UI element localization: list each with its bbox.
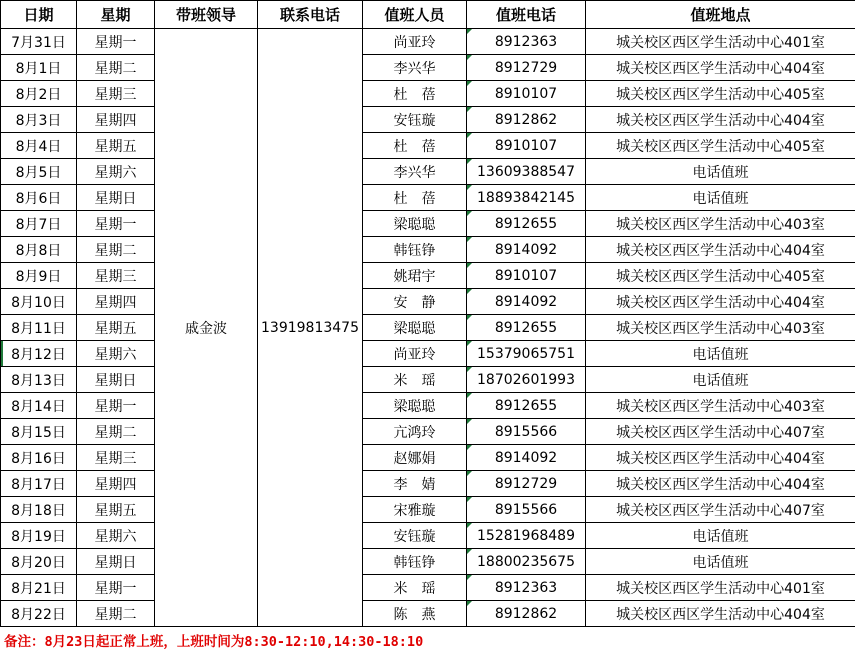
table-row <box>1 211 855 237</box>
weekday-cell[interactable]: 星期三 <box>77 263 155 289</box>
location-cell[interactable]: 城关校区西区学生活动中心404室 <box>586 445 855 471</box>
weekday-cell[interactable]: 星期二 <box>77 601 155 627</box>
weekday-cell[interactable]: 星期二 <box>77 55 155 81</box>
weekday-cell[interactable]: 星期日 <box>77 549 155 575</box>
table-row <box>1 315 855 341</box>
date-cell[interactable]: 8月13日 <box>1 367 77 393</box>
date-cell[interactable]: 8月7日 <box>1 211 77 237</box>
staff-cell[interactable]: 米 瑶 <box>363 367 467 393</box>
staff-cell[interactable]: 梁聪聪 <box>363 393 467 419</box>
staff-cell[interactable]: 杜 蓓 <box>363 133 467 159</box>
weekday-cell[interactable]: 星期六 <box>77 341 155 367</box>
date-cell[interactable]: 8月9日 <box>1 263 77 289</box>
location-cell[interactable]: 城关校区西区学生活动中心405室 <box>586 133 855 159</box>
location-cell[interactable]: 电话值班 <box>586 159 855 185</box>
staff-cell[interactable]: 李 婧 <box>363 471 467 497</box>
location-cell[interactable]: 电话值班 <box>586 549 855 575</box>
duty-phone-cell[interactable]: 8910107 <box>467 133 586 159</box>
date-cell[interactable]: 8月18日 <box>1 497 77 523</box>
header-staff[interactable]: 值班人员 <box>363 1 467 29</box>
date-cell[interactable]: 8月3日 <box>1 107 77 133</box>
leader-cell[interactable]: 戚金波 <box>155 29 258 627</box>
duty-phone-cell[interactable]: 8912729 <box>467 471 586 497</box>
table-row <box>1 341 855 367</box>
duty-phone-cell[interactable]: 8912862 <box>467 601 586 627</box>
location-cell[interactable]: 城关校区西区学生活动中心403室 <box>586 315 855 341</box>
duty-phone-cell[interactable]: 8910107 <box>467 81 586 107</box>
date-cell[interactable]: 8月21日 <box>1 575 77 601</box>
weekday-cell[interactable]: 星期三 <box>77 81 155 107</box>
location-cell[interactable]: 城关校区西区学生活动中心404室 <box>586 289 855 315</box>
date-cell[interactable]: 8月22日 <box>1 601 77 627</box>
duty-phone-cell[interactable]: 8912363 <box>467 575 586 601</box>
location-cell[interactable]: 城关校区西区学生活动中心405室 <box>586 263 855 289</box>
weekday-cell[interactable]: 星期五 <box>77 315 155 341</box>
table-row <box>1 419 855 445</box>
staff-cell[interactable]: 宋雅璇 <box>363 497 467 523</box>
table-row <box>1 133 855 159</box>
date-cell[interactable]: 8月14日 <box>1 393 77 419</box>
weekday-cell[interactable]: 星期三 <box>77 445 155 471</box>
weekday-cell[interactable]: 星期一 <box>77 211 155 237</box>
date-cell[interactable]: 8月4日 <box>1 133 77 159</box>
table-row <box>1 185 855 211</box>
weekday-cell[interactable]: 星期四 <box>77 471 155 497</box>
weekday-cell[interactable]: 星期二 <box>77 237 155 263</box>
location-cell[interactable]: 城关校区西区学生活动中心401室 <box>586 575 855 601</box>
location-cell[interactable]: 电话值班 <box>586 341 855 367</box>
duty-phone-cell[interactable]: 15379065751 <box>467 341 586 367</box>
staff-cell[interactable]: 陈 燕 <box>363 601 467 627</box>
table-row <box>1 237 855 263</box>
staff-cell[interactable]: 米 瑶 <box>363 575 467 601</box>
duty-phone-cell[interactable]: 13609388547 <box>467 159 586 185</box>
location-cell[interactable]: 城关校区西区学生活动中心404室 <box>586 601 855 627</box>
weekday-cell[interactable]: 星期一 <box>77 575 155 601</box>
duty-phone-cell[interactable]: 8914092 <box>467 289 586 315</box>
table-row <box>1 159 855 185</box>
header-location[interactable]: 值班地点 <box>586 1 855 29</box>
date-cell[interactable]: 8月2日 <box>1 81 77 107</box>
duty-phone-cell[interactable]: 18702601993 <box>467 367 586 393</box>
duty-phone-cell[interactable]: 8914092 <box>467 237 586 263</box>
table-row <box>1 523 855 549</box>
staff-cell[interactable]: 韩钰铮 <box>363 237 467 263</box>
location-cell[interactable]: 城关校区西区学生活动中心404室 <box>586 237 855 263</box>
weekday-cell[interactable]: 星期二 <box>77 419 155 445</box>
table-row <box>1 263 855 289</box>
location-cell[interactable]: 城关校区西区学生活动中心404室 <box>586 471 855 497</box>
location-cell[interactable]: 城关校区西区学生活动中心403室 <box>586 211 855 237</box>
weekday-cell[interactable]: 星期五 <box>77 497 155 523</box>
date-cell[interactable]: 8月17日 <box>1 471 77 497</box>
staff-cell[interactable]: 安 静 <box>363 289 467 315</box>
table-row <box>1 55 855 81</box>
weekday-cell[interactable]: 星期四 <box>77 289 155 315</box>
date-cell[interactable]: 8月16日 <box>1 445 77 471</box>
header-duty-phone[interactable]: 值班电话 <box>467 1 586 29</box>
staff-cell[interactable]: 梁聪聪 <box>363 315 467 341</box>
date-cell[interactable]: 8月15日 <box>1 419 77 445</box>
weekday-cell[interactable]: 星期一 <box>77 393 155 419</box>
table-row <box>1 497 855 523</box>
leader-phone-cell[interactable]: 13919813475 <box>258 29 363 627</box>
staff-cell[interactable]: 安钰璇 <box>363 523 467 549</box>
location-cell[interactable]: 城关校区西区学生活动中心404室 <box>586 55 855 81</box>
duty-phone-cell[interactable]: 8912729 <box>467 55 586 81</box>
duty-phone-cell[interactable]: 18800235675 <box>467 549 586 575</box>
location-cell[interactable]: 电话值班 <box>586 523 855 549</box>
location-cell[interactable]: 城关校区西区学生活动中心401室 <box>586 29 855 55</box>
staff-cell[interactable]: 尚亚玲 <box>363 341 467 367</box>
date-cell[interactable]: 8月10日 <box>1 289 77 315</box>
date-cell[interactable]: 8月19日 <box>1 523 77 549</box>
date-cell[interactable]: 8月8日 <box>1 237 77 263</box>
weekday-cell[interactable]: 星期一 <box>77 29 155 55</box>
duty-phone-cell[interactable]: 8912655 <box>467 211 586 237</box>
duty-phone-cell[interactable]: 18893842145 <box>467 185 586 211</box>
weekday-cell[interactable]: 星期日 <box>77 185 155 211</box>
table-row <box>1 471 855 497</box>
table-row <box>1 393 855 419</box>
weekday-cell[interactable]: 星期日 <box>77 367 155 393</box>
duty-phone-cell[interactable]: 8912363 <box>467 29 586 55</box>
date-cell[interactable]: 8月12日 <box>1 341 77 367</box>
duty-phone-cell[interactable]: 8912862 <box>467 107 586 133</box>
table-row <box>1 107 855 133</box>
duty-phone-cell[interactable]: 8915566 <box>467 419 586 445</box>
table-row <box>1 549 855 575</box>
date-cell[interactable]: 8月5日 <box>1 159 77 185</box>
location-cell[interactable]: 城关校区西区学生活动中心405室 <box>586 81 855 107</box>
duty-phone-cell[interactable]: 8914092 <box>467 445 586 471</box>
weekday-cell[interactable]: 星期五 <box>77 133 155 159</box>
staff-cell[interactable]: 韩钰铮 <box>363 549 467 575</box>
staff-cell[interactable]: 李兴华 <box>363 159 467 185</box>
header-date[interactable]: 日期 <box>1 1 77 29</box>
staff-cell[interactable]: 安钰璇 <box>363 107 467 133</box>
header-row <box>1 1 855 29</box>
staff-cell[interactable]: 姚珺宇 <box>363 263 467 289</box>
staff-cell[interactable]: 杜 蓓 <box>363 81 467 107</box>
header-weekday[interactable]: 星期 <box>77 1 155 29</box>
duty-phone-cell[interactable]: 8912655 <box>467 393 586 419</box>
staff-cell[interactable]: 李兴华 <box>363 55 467 81</box>
location-cell[interactable]: 城关校区西区学生活动中心403室 <box>586 393 855 419</box>
table-row <box>1 445 855 471</box>
staff-cell[interactable]: 赵娜娟 <box>363 445 467 471</box>
duty-phone-cell[interactable]: 15281968489 <box>467 523 586 549</box>
location-cell[interactable]: 电话值班 <box>586 185 855 211</box>
duty-phone-cell[interactable]: 8915566 <box>467 497 586 523</box>
location-cell[interactable]: 电话值班 <box>586 367 855 393</box>
staff-cell[interactable]: 梁聪聪 <box>363 211 467 237</box>
header-leader[interactable]: 带班领导 <box>155 1 258 29</box>
date-cell[interactable]: 8月6日 <box>1 185 77 211</box>
footer-note: 备注：8月23日起正常上班，上班时间为8:30-12:10,14:30-18:10 <box>4 630 423 650</box>
date-cell[interactable]: 8月11日 <box>1 315 77 341</box>
weekday-cell[interactable]: 星期六 <box>77 159 155 185</box>
date-cell[interactable]: 8月1日 <box>1 55 77 81</box>
date-cell[interactable]: 8月20日 <box>1 549 77 575</box>
weekday-cell[interactable]: 星期四 <box>77 107 155 133</box>
location-cell[interactable]: 城关校区西区学生活动中心407室 <box>586 497 855 523</box>
date-cell[interactable]: 7月31日 <box>1 29 77 55</box>
location-cell[interactable]: 城关校区西区学生活动中心404室 <box>586 107 855 133</box>
staff-cell[interactable]: 亢鸿玲 <box>363 419 467 445</box>
staff-cell[interactable]: 杜 蓓 <box>363 185 467 211</box>
weekday-cell[interactable]: 星期六 <box>77 523 155 549</box>
table-row <box>1 29 855 55</box>
table-row <box>1 81 855 107</box>
duty-phone-cell[interactable]: 8910107 <box>467 263 586 289</box>
duty-phone-cell[interactable]: 8912655 <box>467 315 586 341</box>
staff-cell[interactable]: 尚亚玲 <box>363 29 467 55</box>
table-row <box>1 601 855 627</box>
table-row <box>1 575 855 601</box>
table-row <box>1 289 855 315</box>
location-cell[interactable]: 城关校区西区学生活动中心407室 <box>586 419 855 445</box>
table-row <box>1 367 855 393</box>
header-leader-phone[interactable]: 联系电话 <box>258 1 363 29</box>
